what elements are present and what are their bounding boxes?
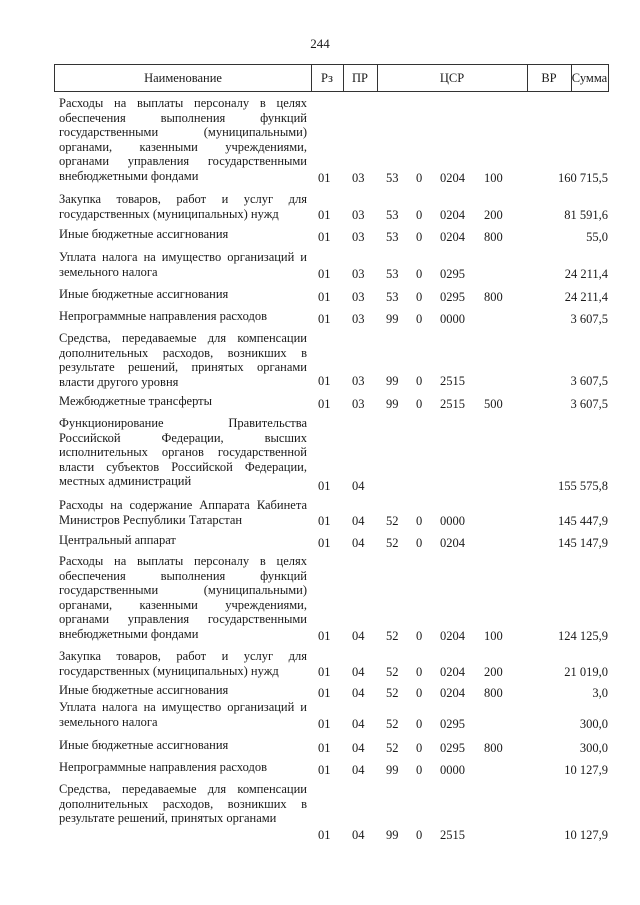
cell-rz: 01 [318, 171, 331, 185]
cell-csr-sub: 0 [416, 374, 423, 388]
cell-sum: 300,0 [579, 717, 608, 731]
cell-sum: 21 019,0 [564, 665, 608, 679]
table-row [0, 416, 640, 493]
table-row [0, 683, 640, 700]
cell-csr-sub: 0 [416, 397, 423, 411]
cell-vr: 100 [484, 171, 503, 185]
cell-csr-code: 0204 [440, 686, 465, 700]
row-name: Расходы на содержание Аппарата Кабинета Министров Республики Татарстан [59, 498, 307, 527]
cell-csr-code: 0295 [440, 290, 465, 304]
cell-rz: 01 [318, 763, 331, 777]
cell-pr: 04 [352, 686, 365, 700]
cell-rz: 01 [318, 514, 331, 528]
cell-vr: 800 [484, 290, 503, 304]
cell-vr: 100 [484, 629, 503, 643]
cell-sum: 3 607,5 [570, 374, 608, 388]
header-csr: ЦСР [439, 71, 465, 85]
cell-sum: 55,0 [586, 230, 608, 244]
cell-csr-code: 0204 [440, 208, 465, 222]
cell-csr-program: 52 [386, 741, 399, 755]
cell-csr-program: 99 [386, 397, 399, 411]
cell-csr-program: 52 [386, 514, 399, 528]
table-row [0, 649, 640, 679]
table-header [54, 64, 609, 92]
cell-vr: 200 [484, 208, 503, 222]
table-row [0, 554, 640, 643]
cell-csr-sub: 0 [416, 230, 423, 244]
cell-csr-code: 0204 [440, 230, 465, 244]
cell-csr-program: 53 [386, 208, 399, 222]
cell-csr-program: 53 [386, 230, 399, 244]
cell-pr: 03 [352, 374, 365, 388]
cell-csr-sub: 0 [416, 312, 423, 326]
cell-pr: 04 [352, 828, 365, 842]
cell-pr: 03 [352, 208, 365, 222]
row-name: Расходы на выплаты персоналу в целях обеспечения выполнения функций государственными (муниципальными) органами, казенными учреждениями, органами управления государственными внебюджетными фондами [59, 96, 307, 183]
cell-csr-program: 53 [386, 290, 399, 304]
cell-pr: 04 [352, 536, 365, 550]
cell-csr-sub: 0 [416, 267, 423, 281]
cell-csr-code: 0295 [440, 717, 465, 731]
cell-csr-sub: 0 [416, 741, 423, 755]
header-rz: Рз [321, 71, 333, 85]
cell-csr-code: 0295 [440, 741, 465, 755]
header-vr: ВР [541, 71, 557, 85]
table-row [0, 309, 640, 326]
cell-pr: 04 [352, 629, 365, 643]
cell-csr-program: 52 [386, 717, 399, 731]
cell-csr-code: 0204 [440, 171, 465, 185]
cell-pr: 03 [352, 267, 365, 281]
cell-rz: 01 [318, 629, 331, 643]
table-row [0, 250, 640, 281]
cell-sum: 145 147,9 [558, 536, 608, 550]
row-name: Уплата налога на имущество организаций и земельного налога [59, 700, 307, 729]
cell-csr-sub: 0 [416, 686, 423, 700]
cell-csr-code: 2515 [440, 828, 465, 842]
row-name: Межбюджетные трансферты [59, 394, 213, 408]
cell-rz: 01 [318, 741, 331, 755]
table-row [0, 287, 640, 304]
cell-vr: 800 [484, 686, 503, 700]
header-sum: Сумма [571, 71, 608, 85]
row-name: Центральный аппарат [59, 533, 176, 547]
row-name: Закупка товаров, работ и услуг для государственных (муниципальных) нужд [59, 649, 307, 678]
row-name: Иные бюджетные ассигнования [59, 227, 229, 241]
cell-sum: 145 447,9 [558, 514, 608, 528]
cell-rz: 01 [318, 397, 331, 411]
table-row [0, 700, 640, 731]
cell-csr-sub: 0 [416, 763, 423, 777]
table-row [0, 192, 640, 222]
cell-sum: 300,0 [579, 741, 608, 755]
cell-pr: 04 [352, 514, 365, 528]
row-name: Непрограммные направления расходов [59, 760, 267, 774]
cell-rz: 01 [318, 536, 331, 550]
cell-csr-sub: 0 [416, 171, 423, 185]
table-row [0, 394, 640, 411]
cell-csr-code: 2515 [440, 374, 465, 388]
row-name: Расходы на выплаты персоналу в целях обеспечения выполнения функций государственными (муниципальными) органами, казенными учреждениями, органами управления государственными внебюджетными фондами [59, 554, 307, 641]
cell-sum: 10 127,9 [564, 763, 608, 777]
cell-csr-program: 52 [386, 629, 399, 643]
table-row [0, 498, 640, 528]
cell-sum: 3 607,5 [570, 397, 608, 411]
cell-csr-program: 99 [386, 828, 399, 842]
cell-rz: 01 [318, 290, 331, 304]
cell-csr-sub: 0 [416, 514, 423, 528]
cell-rz: 01 [318, 208, 331, 222]
cell-csr-code: 0000 [440, 312, 465, 326]
cell-csr-sub: 0 [416, 665, 423, 679]
row-name: Иные бюджетные ассигнования [59, 683, 229, 697]
cell-pr: 04 [352, 665, 365, 679]
cell-rz: 01 [318, 374, 331, 388]
cell-pr: 03 [352, 397, 365, 411]
cell-sum: 155 575,8 [558, 479, 608, 493]
cell-pr: 04 [352, 763, 365, 777]
cell-sum: 10 127,9 [564, 828, 608, 842]
cell-sum: 3 607,5 [570, 312, 608, 326]
header-pr: ПР [352, 71, 368, 85]
cell-csr-code: 0000 [440, 763, 465, 777]
page-number: 244 [310, 36, 330, 51]
cell-rz: 01 [318, 717, 331, 731]
table-row [0, 782, 640, 842]
table-row [0, 760, 640, 777]
row-name: Закупка товаров, работ и услуг для государственных (муниципальных) нужд [59, 192, 307, 221]
cell-rz: 01 [318, 230, 331, 244]
cell-csr-program: 99 [386, 763, 399, 777]
row-name: Функционирование Правительства Российской Федерации, высших исполнительных органов государственной власти субъектов Российской Федерации, местных администраций [59, 416, 307, 488]
cell-csr-program: 52 [386, 536, 399, 550]
header-name: Наименование [144, 71, 222, 85]
cell-csr-program: 52 [386, 686, 399, 700]
row-name: Иные бюджетные ассигнования [59, 738, 229, 752]
cell-pr: 03 [352, 312, 365, 326]
cell-csr-sub: 0 [416, 828, 423, 842]
cell-pr: 04 [352, 479, 365, 493]
cell-rz: 01 [318, 312, 331, 326]
cell-csr-sub: 0 [416, 536, 423, 550]
cell-csr-program: 52 [386, 665, 399, 679]
cell-sum: 24 211,4 [564, 290, 608, 304]
cell-sum: 3,0 [592, 686, 608, 700]
cell-vr: 800 [484, 230, 503, 244]
cell-sum: 160 715,5 [558, 171, 608, 185]
cell-csr-program: 53 [386, 171, 399, 185]
cell-csr-sub: 0 [416, 717, 423, 731]
row-name: Средства, передаваемые для компенсации дополнительных расходов, возникших в результате решений, принятых органами [59, 782, 307, 825]
row-name: Непрограммные направления расходов [59, 309, 267, 323]
row-name: Уплата налога на имущество организаций и земельного налога [59, 250, 307, 279]
cell-rz: 01 [318, 267, 331, 281]
cell-rz: 01 [318, 665, 331, 679]
cell-csr-sub: 0 [416, 208, 423, 222]
row-name: Средства, передаваемые для компенсации дополнительных расходов, возникших в результате решений, принятых органами власти другого уровня [59, 331, 307, 389]
cell-pr: 03 [352, 230, 365, 244]
cell-rz: 01 [318, 479, 331, 493]
cell-csr-sub: 0 [416, 629, 423, 643]
cell-sum: 24 211,4 [564, 267, 608, 281]
cell-csr-code: 0000 [440, 514, 465, 528]
cell-vr: 800 [484, 741, 503, 755]
cell-pr: 03 [352, 290, 365, 304]
table-row [0, 96, 640, 185]
cell-csr-code: 2515 [440, 397, 465, 411]
cell-csr-program: 53 [386, 267, 399, 281]
row-name: Иные бюджетные ассигнования [59, 287, 229, 301]
table-row [0, 738, 640, 755]
cell-csr-code: 0204 [440, 536, 465, 550]
cell-pr: 03 [352, 171, 365, 185]
cell-csr-code: 0295 [440, 267, 465, 281]
cell-pr: 04 [352, 717, 365, 731]
cell-csr-code: 0204 [440, 665, 465, 679]
cell-vr: 200 [484, 665, 503, 679]
cell-sum: 124 125,9 [558, 629, 608, 643]
cell-csr-code: 0204 [440, 629, 465, 643]
table-row [0, 227, 640, 244]
table-row [0, 533, 640, 550]
cell-pr: 04 [352, 741, 365, 755]
cell-rz: 01 [318, 686, 331, 700]
cell-csr-sub: 0 [416, 290, 423, 304]
cell-csr-program: 99 [386, 312, 399, 326]
cell-sum: 81 591,6 [564, 208, 608, 222]
cell-csr-program: 99 [386, 374, 399, 388]
table-row [0, 331, 640, 388]
cell-vr: 500 [484, 397, 503, 411]
cell-rz: 01 [318, 828, 331, 842]
